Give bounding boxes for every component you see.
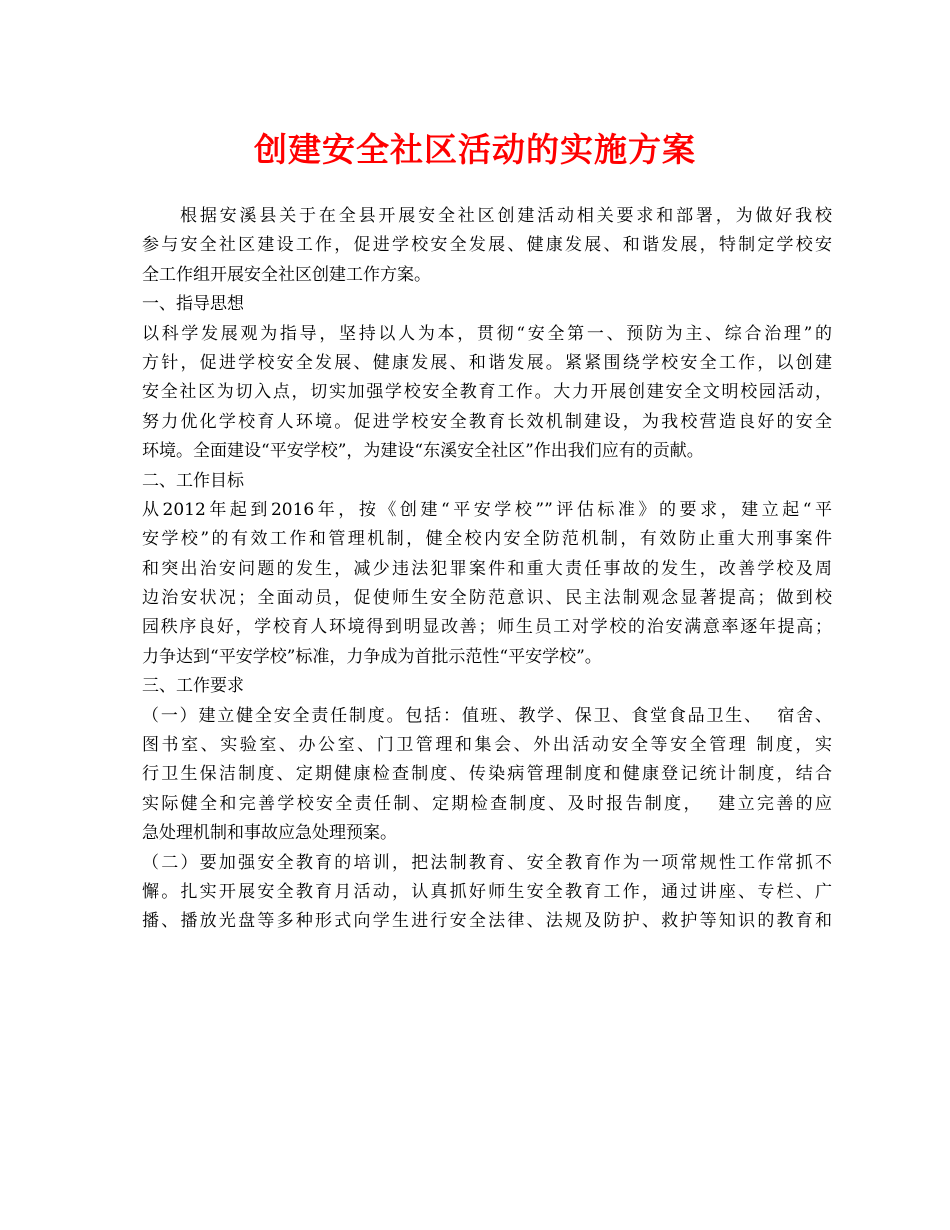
document-title: 创建安全社区活动的实施方案 [254,130,696,169]
document-body [142,202,832,937]
paragraph-line: 根据安溪县关于在全县开展安全社区创建活动相关要求和部署，为做好我校 [180,206,832,226]
paragraph-line: 图书室、实验室、办公室、门卫管理和集会、外出活动安全等安全管理 制度，实 [142,735,832,756]
paragraph-line: 行卫生保洁制度、定期健康检查制度、传染病管理制度和健康登记统计制度，结合 [142,764,832,785]
paragraph-line: 边治安状况；全面动员，促使师生安全防范意识、民主法制观念显著提高；做到校 [142,588,832,609]
section-heading: 三、工作要求 [142,676,244,697]
paragraph-line: 参与安全社区建设工作，促进学校安全发展、健康发展、和谐发展，特制定学校安 [142,235,832,256]
section-heading: 一、指导思想 [142,294,244,315]
paragraph-line: （一）建立健全安全责任制度。包括：值班、教学、保卫、食堂食品卫生、 宿舍、 [142,705,832,726]
paragraph-line: 急处理机制和事故应急处理预案。 [142,823,397,844]
paragraph-line: 方针，促进学校安全发展、健康发展、和谐发展。紧紧围绕学校安全工作，以创建 [142,352,832,373]
paragraph-line: 力争达到“平安学校”标准，力争成为首批示范性“平安学校”。 [142,646,602,667]
paragraph-line: 努力优化学校育人环境。促进学校安全教育长效机制建设，为我校营造良好的安全 [142,411,832,432]
paragraph-line: 懈。扎实开展安全教育月活动，认真抓好师生安全教育工作，通过讲座、专栏、广 [142,881,832,902]
paragraph-line: 园秩序良好，学校育人环境得到明显改善；师生员工对学校的治安满意率逐年提高； [142,617,832,638]
paragraph-line: 和突出治安问题的发生，减少违法犯罪案件和重大责任事故的发生，改善学校及周 [142,558,832,579]
paragraph-line: 环境。全面建设“平安学校”，为建设“东溪安全社区”作出我们应有的贡献。 [142,441,704,462]
paragraph-line: 从2012年起到2016年，按《创建“平安学校””评估标准》的要求，建立起“平 [142,499,832,520]
paragraph-line: 安学校”的有效工作和管理机制，健全校内安全防范机制，有效防止重大刑事案件 [142,529,832,550]
paragraph-line: 以科学发展观为指导，坚持以人为本，贯彻“安全第一、预防为主、综合治理”的 [142,323,832,344]
paragraph-line: （二）要加强安全教育的培训，把法制教育、安全教育作为一项常规性工作常抓不 [142,852,832,873]
paragraph-line: 播、播放光盘等多种形式向学生进行安全法律、法规及防护、救护等知识的教育和 [142,911,832,932]
paragraph-line: 安全社区为切入点，切实加强学校安全教育工作。大力开展创建安全文明校园活动， [142,382,832,403]
section-heading: 二、工作目标 [142,470,244,491]
paragraph-line: 实际健全和完善学校安全责任制、定期检查制度、及时报告制度， 建立完善的应 [142,793,832,814]
paragraph-line: 全工作组开展安全社区创建工作方案。 [142,264,431,285]
